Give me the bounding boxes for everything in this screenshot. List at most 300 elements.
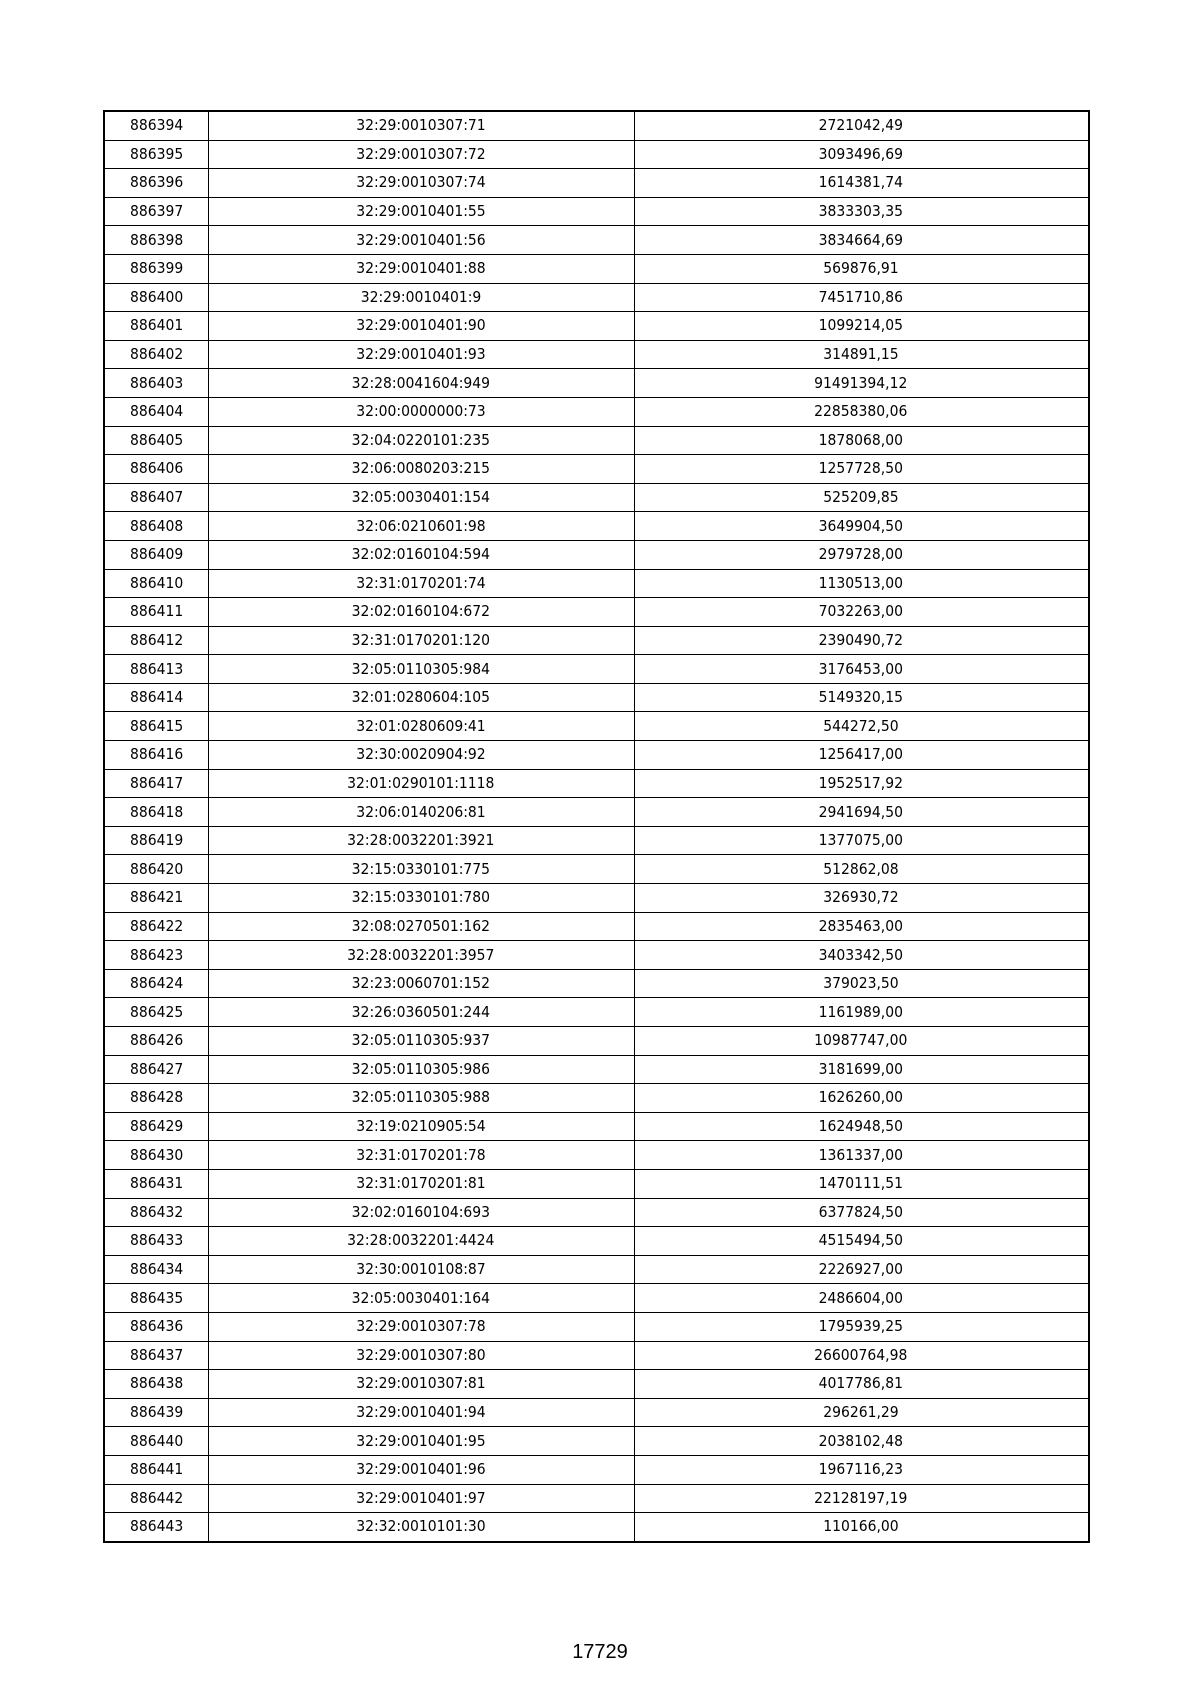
cadastral-number-cell bbox=[208, 1513, 634, 1542]
row-number-cell bbox=[104, 1427, 208, 1456]
row-number-cell bbox=[104, 1198, 208, 1227]
cell-text: 32:26:0360501:244 bbox=[351, 1002, 491, 1021]
cell-text: 32:04:0220101:235 bbox=[351, 430, 491, 449]
table-row bbox=[104, 1084, 1089, 1113]
row-number-cell bbox=[104, 455, 208, 484]
cell-text: 32:31:0170201:74 bbox=[356, 573, 486, 592]
cadastral-value-cell bbox=[634, 683, 1089, 712]
cell-text: 886443 bbox=[129, 1517, 183, 1536]
row-number-cell bbox=[104, 1112, 208, 1141]
cell-text: 886415 bbox=[129, 716, 183, 735]
cell-text: 886438 bbox=[129, 1374, 183, 1393]
cell-text: 32:28:0041604:949 bbox=[351, 373, 491, 392]
cell-text: 4515494,50 bbox=[819, 1231, 904, 1250]
table-row bbox=[104, 169, 1089, 198]
cell-text: 886396 bbox=[129, 173, 183, 192]
cadastral-number-cell bbox=[208, 1455, 634, 1484]
cadastral-number-cell bbox=[208, 855, 634, 884]
cell-text: 886428 bbox=[129, 1088, 183, 1107]
cell-text: 2835463,00 bbox=[819, 916, 904, 935]
cell-text: 32:29:0010307:72 bbox=[356, 144, 486, 163]
cadastral-value-cell bbox=[634, 1112, 1089, 1141]
cadastral-number-cell bbox=[208, 397, 634, 426]
table-row bbox=[104, 1284, 1089, 1313]
cadastral-value-cell bbox=[634, 1455, 1089, 1484]
cell-text: 569876,91 bbox=[823, 259, 899, 278]
cell-text: 32:31:0170201:81 bbox=[356, 1174, 486, 1193]
cell-text: 32:29:0010307:71 bbox=[356, 116, 486, 135]
table-row bbox=[104, 741, 1089, 770]
table-row bbox=[104, 397, 1089, 426]
cell-text: 3403342,50 bbox=[819, 945, 904, 964]
cell-text: 22858380,06 bbox=[814, 402, 908, 421]
cell-text: 886411 bbox=[129, 602, 183, 621]
cell-text: 379023,50 bbox=[823, 974, 899, 993]
row-number-cell bbox=[104, 626, 208, 655]
cell-text: 1967116,23 bbox=[819, 1460, 904, 1479]
cadastral-value-cell bbox=[634, 1341, 1089, 1370]
cell-text: 2979728,00 bbox=[819, 545, 904, 564]
cell-text: 32:02:0160104:594 bbox=[351, 545, 491, 564]
cell-text: 32:29:0010307:74 bbox=[356, 173, 486, 192]
cell-text: 886430 bbox=[129, 1145, 183, 1164]
cadastral-value-table bbox=[103, 110, 1090, 1543]
cell-text: 886423 bbox=[129, 945, 183, 964]
row-number-cell bbox=[104, 397, 208, 426]
cadastral-number-cell bbox=[208, 1484, 634, 1513]
cadastral-number-cell bbox=[208, 1055, 634, 1084]
cell-text: 32:28:0032201:3957 bbox=[347, 945, 495, 964]
cell-text: 886417 bbox=[129, 773, 183, 792]
row-number-cell bbox=[104, 1312, 208, 1341]
table-row bbox=[104, 712, 1089, 741]
cell-text: 32:19:0210905:54 bbox=[356, 1117, 486, 1136]
row-number-cell bbox=[104, 1027, 208, 1056]
cadastral-number-cell bbox=[208, 1027, 634, 1056]
cell-text: 886408 bbox=[129, 516, 183, 535]
cell-text: 886422 bbox=[129, 916, 183, 935]
cell-text: 886436 bbox=[129, 1317, 183, 1336]
cadastral-number-cell bbox=[208, 712, 634, 741]
cell-text: 32:01:0280604:105 bbox=[351, 688, 491, 707]
cell-text: 886440 bbox=[129, 1431, 183, 1450]
cell-text: 1099214,05 bbox=[819, 316, 904, 335]
row-number-cell bbox=[104, 1255, 208, 1284]
cell-text: 1626260,00 bbox=[819, 1088, 904, 1107]
cadastral-number-cell bbox=[208, 1198, 634, 1227]
cell-text: 314891,15 bbox=[823, 345, 899, 364]
cadastral-number-cell bbox=[208, 655, 634, 684]
cell-text: 544272,50 bbox=[823, 716, 899, 735]
cell-text: 886413 bbox=[129, 659, 183, 678]
cell-text: 32:29:0010401:95 bbox=[356, 1431, 486, 1450]
cadastral-value-cell bbox=[634, 912, 1089, 941]
cell-text: 1161989,00 bbox=[819, 1002, 904, 1021]
cadastral-number-cell bbox=[208, 1341, 634, 1370]
cell-text: 32:28:0032201:3921 bbox=[347, 831, 495, 850]
cell-text: 2390490,72 bbox=[819, 630, 904, 649]
cadastral-value-cell bbox=[634, 1255, 1089, 1284]
cell-text: 7451710,86 bbox=[819, 287, 904, 306]
cadastral-value-cell bbox=[634, 340, 1089, 369]
cell-text: 2226927,00 bbox=[819, 1260, 904, 1279]
row-number-cell bbox=[104, 998, 208, 1027]
table-row bbox=[104, 1169, 1089, 1198]
cell-text: 525209,85 bbox=[823, 488, 899, 507]
cadastral-value-cell bbox=[634, 769, 1089, 798]
row-number-cell bbox=[104, 169, 208, 198]
cell-text: 886420 bbox=[129, 859, 183, 878]
row-number-cell bbox=[104, 712, 208, 741]
table-row bbox=[104, 1141, 1089, 1170]
cell-text: 32:06:0210601:98 bbox=[356, 516, 486, 535]
cadastral-value-cell bbox=[634, 1398, 1089, 1427]
row-number-cell bbox=[104, 598, 208, 627]
cell-text: 4017786,81 bbox=[819, 1374, 904, 1393]
cadastral-number-cell bbox=[208, 111, 634, 140]
cadastral-value-cell bbox=[634, 1427, 1089, 1456]
table-row bbox=[104, 969, 1089, 998]
table-row bbox=[104, 1198, 1089, 1227]
cell-text: 3834664,69 bbox=[819, 230, 904, 249]
cell-text: 32:15:0330101:775 bbox=[351, 859, 491, 878]
table-row bbox=[104, 283, 1089, 312]
cadastral-number-cell bbox=[208, 626, 634, 655]
cadastral-number-cell bbox=[208, 769, 634, 798]
cell-text: 886406 bbox=[129, 459, 183, 478]
cadastral-value-cell bbox=[634, 998, 1089, 1027]
cell-text: 3181699,00 bbox=[819, 1059, 904, 1078]
cell-text: 3649904,50 bbox=[819, 516, 904, 535]
table-row bbox=[104, 1312, 1089, 1341]
table-row bbox=[104, 655, 1089, 684]
cadastral-number-cell bbox=[208, 969, 634, 998]
cadastral-number-cell bbox=[208, 483, 634, 512]
cell-text: 7032263,00 bbox=[819, 602, 904, 621]
cadastral-value-cell bbox=[634, 169, 1089, 198]
cadastral-number-cell bbox=[208, 1141, 634, 1170]
cadastral-value-cell bbox=[634, 140, 1089, 169]
cell-text: 26600764,98 bbox=[814, 1345, 908, 1364]
cadastral-number-cell bbox=[208, 169, 634, 198]
cadastral-number-cell bbox=[208, 369, 634, 398]
cadastral-number-cell bbox=[208, 540, 634, 569]
cadastral-value-cell bbox=[634, 426, 1089, 455]
cell-text: 886433 bbox=[129, 1231, 183, 1250]
cell-text: 32:05:0110305:937 bbox=[351, 1031, 491, 1050]
row-number-cell bbox=[104, 1284, 208, 1313]
cadastral-value-cell bbox=[634, 397, 1089, 426]
row-number-cell bbox=[104, 226, 208, 255]
cell-text: 326930,72 bbox=[823, 888, 899, 907]
table-row bbox=[104, 540, 1089, 569]
table-row bbox=[104, 140, 1089, 169]
table-row bbox=[104, 111, 1089, 140]
cadastral-value-cell bbox=[634, 826, 1089, 855]
cell-text: 5149320,15 bbox=[819, 688, 904, 707]
table-row bbox=[104, 226, 1089, 255]
cell-text: 886439 bbox=[129, 1403, 183, 1422]
cadastral-number-cell bbox=[208, 912, 634, 941]
cadastral-value-cell bbox=[634, 626, 1089, 655]
cadastral-value-cell bbox=[634, 941, 1089, 970]
cadastral-number-cell bbox=[208, 312, 634, 341]
cell-text: 1377075,00 bbox=[819, 831, 904, 850]
row-number-cell bbox=[104, 655, 208, 684]
row-number-cell bbox=[104, 683, 208, 712]
table-row bbox=[104, 798, 1089, 827]
table-row bbox=[104, 769, 1089, 798]
table-row bbox=[104, 598, 1089, 627]
cell-text: 886437 bbox=[129, 1345, 183, 1364]
cadastral-value-cell bbox=[634, 1227, 1089, 1256]
cell-text: 886442 bbox=[129, 1488, 183, 1507]
cadastral-number-cell bbox=[208, 226, 634, 255]
cell-text: 32:32:0010101:30 bbox=[356, 1517, 486, 1536]
cell-text: 886429 bbox=[129, 1117, 183, 1136]
table-row bbox=[104, 912, 1089, 941]
cell-text: 32:08:0270501:162 bbox=[351, 916, 491, 935]
cell-text: 886403 bbox=[129, 373, 183, 392]
cell-text: 32:29:0010401:9 bbox=[360, 287, 482, 306]
cadastral-number-cell bbox=[208, 1112, 634, 1141]
table-body bbox=[104, 111, 1089, 1542]
cadastral-value-cell bbox=[634, 483, 1089, 512]
cell-text: 886400 bbox=[129, 287, 183, 306]
cadastral-number-cell bbox=[208, 998, 634, 1027]
row-number-cell bbox=[104, 111, 208, 140]
table-row bbox=[104, 455, 1089, 484]
row-number-cell bbox=[104, 426, 208, 455]
cadastral-value-cell bbox=[634, 1284, 1089, 1313]
cell-text: 886421 bbox=[129, 888, 183, 907]
cell-text: 886398 bbox=[129, 230, 183, 249]
cell-text: 32:31:0170201:78 bbox=[356, 1145, 486, 1164]
cell-text: 2038102,48 bbox=[819, 1431, 904, 1450]
cadastral-number-cell bbox=[208, 941, 634, 970]
cell-text: 886405 bbox=[129, 430, 183, 449]
cadastral-number-cell bbox=[208, 1284, 634, 1313]
cell-text: 1624948,50 bbox=[819, 1117, 904, 1136]
table-row bbox=[104, 941, 1089, 970]
cadastral-value-cell bbox=[634, 741, 1089, 770]
cadastral-number-cell bbox=[208, 1427, 634, 1456]
cell-text: 886435 bbox=[129, 1288, 183, 1307]
cadastral-value-cell bbox=[634, 1312, 1089, 1341]
cadastral-number-cell bbox=[208, 569, 634, 598]
cell-text: 886425 bbox=[129, 1002, 183, 1021]
cadastral-number-cell bbox=[208, 197, 634, 226]
cell-text: 32:29:0010307:78 bbox=[356, 1317, 486, 1336]
cell-text: 1878068,00 bbox=[819, 430, 904, 449]
row-number-cell bbox=[104, 254, 208, 283]
row-number-cell bbox=[104, 1169, 208, 1198]
cadastral-value-cell bbox=[634, 1513, 1089, 1542]
cell-text: 3176453,00 bbox=[819, 659, 904, 678]
cell-text: 886395 bbox=[129, 144, 183, 163]
table-row bbox=[104, 998, 1089, 1027]
cell-text: 32:31:0170201:120 bbox=[351, 630, 491, 649]
cadastral-value-cell bbox=[634, 969, 1089, 998]
row-number-cell bbox=[104, 340, 208, 369]
cadastral-number-cell bbox=[208, 254, 634, 283]
cadastral-value-cell bbox=[634, 254, 1089, 283]
cell-text: 32:02:0160104:672 bbox=[351, 602, 491, 621]
cell-text: 1952517,92 bbox=[819, 773, 904, 792]
cadastral-number-cell bbox=[208, 1169, 634, 1198]
cell-text: 886401 bbox=[129, 316, 183, 335]
cadastral-value-cell bbox=[634, 1484, 1089, 1513]
cell-text: 10987747,00 bbox=[814, 1031, 908, 1050]
row-number-cell bbox=[104, 569, 208, 598]
row-number-cell bbox=[104, 826, 208, 855]
row-number-cell bbox=[104, 855, 208, 884]
cadastral-value-cell bbox=[634, 1370, 1089, 1399]
cell-text: 32:29:0010401:97 bbox=[356, 1488, 486, 1507]
cadastral-value-cell bbox=[634, 540, 1089, 569]
cell-text: 3833303,35 bbox=[819, 202, 904, 221]
row-number-cell bbox=[104, 769, 208, 798]
row-number-cell bbox=[104, 512, 208, 541]
cell-text: 32:29:0010401:90 bbox=[356, 316, 486, 335]
cell-text: 32:29:0010401:94 bbox=[356, 1403, 486, 1422]
table-row bbox=[104, 1255, 1089, 1284]
cadastral-number-cell bbox=[208, 283, 634, 312]
row-number-cell bbox=[104, 540, 208, 569]
cadastral-number-cell bbox=[208, 1227, 634, 1256]
table-row bbox=[104, 884, 1089, 913]
table-row bbox=[104, 569, 1089, 598]
cell-text: 1795939,25 bbox=[819, 1317, 904, 1336]
row-number-cell bbox=[104, 1455, 208, 1484]
cell-text: 3093496,69 bbox=[819, 144, 904, 163]
cell-text: 2486604,00 bbox=[819, 1288, 904, 1307]
row-number-cell bbox=[104, 1398, 208, 1427]
cadastral-number-cell bbox=[208, 1084, 634, 1113]
row-number-cell bbox=[104, 1484, 208, 1513]
cadastral-value-cell bbox=[634, 1084, 1089, 1113]
table-row bbox=[104, 197, 1089, 226]
cell-text: 886402 bbox=[129, 345, 183, 364]
table-row bbox=[104, 1513, 1089, 1542]
table-row bbox=[104, 512, 1089, 541]
cell-text: 886434 bbox=[129, 1260, 183, 1279]
cell-text: 886410 bbox=[129, 573, 183, 592]
cell-text: 32:15:0330101:780 bbox=[351, 888, 491, 907]
cadastral-value-cell bbox=[634, 1141, 1089, 1170]
table-row bbox=[104, 626, 1089, 655]
cell-text: 886419 bbox=[129, 831, 183, 850]
cadastral-value-cell bbox=[634, 283, 1089, 312]
cell-text: 32:28:0032201:4424 bbox=[347, 1231, 495, 1250]
row-number-cell bbox=[104, 1141, 208, 1170]
cell-text: 886409 bbox=[129, 545, 183, 564]
table-row bbox=[104, 340, 1089, 369]
cell-text: 886431 bbox=[129, 1174, 183, 1193]
cadastral-value-cell bbox=[634, 111, 1089, 140]
cadastral-value-cell bbox=[634, 197, 1089, 226]
cadastral-number-cell bbox=[208, 1312, 634, 1341]
row-number-cell bbox=[104, 884, 208, 913]
cell-text: 32:30:0010108:87 bbox=[356, 1260, 486, 1279]
cell-text: 32:29:0010401:56 bbox=[356, 230, 486, 249]
cell-text: 886424 bbox=[129, 974, 183, 993]
row-number-cell bbox=[104, 1370, 208, 1399]
cadastral-number-cell bbox=[208, 455, 634, 484]
table-row bbox=[104, 483, 1089, 512]
table-row bbox=[104, 1455, 1089, 1484]
cell-text: 32:23:0060701:152 bbox=[351, 974, 491, 993]
cell-text: 1256417,00 bbox=[819, 745, 904, 764]
table-row bbox=[104, 1370, 1089, 1399]
cell-text: 6377824,50 bbox=[819, 1202, 904, 1221]
row-number-cell bbox=[104, 1084, 208, 1113]
cadastral-number-cell bbox=[208, 826, 634, 855]
cell-text: 22128197,19 bbox=[814, 1488, 908, 1507]
cadastral-number-cell bbox=[208, 512, 634, 541]
cadastral-number-cell bbox=[208, 884, 634, 913]
cell-text: 1614381,74 bbox=[819, 173, 904, 192]
cadastral-number-cell bbox=[208, 598, 634, 627]
cadastral-value-cell bbox=[634, 512, 1089, 541]
cell-text: 32:05:0030401:164 bbox=[351, 1288, 491, 1307]
row-number-cell bbox=[104, 140, 208, 169]
cell-text: 886427 bbox=[129, 1059, 183, 1078]
cadastral-value-cell bbox=[634, 226, 1089, 255]
cell-text: 886432 bbox=[129, 1202, 183, 1221]
row-number-cell bbox=[104, 1513, 208, 1542]
cell-text: 110166,00 bbox=[823, 1517, 899, 1536]
row-number-cell bbox=[104, 1227, 208, 1256]
table-row bbox=[104, 826, 1089, 855]
table-row bbox=[104, 254, 1089, 283]
cell-text: 32:29:0010401:96 bbox=[356, 1460, 486, 1479]
cell-text: 886394 bbox=[129, 116, 183, 135]
table-row bbox=[104, 1227, 1089, 1256]
cell-text: 32:00:0000000:73 bbox=[356, 402, 486, 421]
cell-text: 32:29:0010401:93 bbox=[356, 345, 486, 364]
table-row bbox=[104, 312, 1089, 341]
row-number-cell bbox=[104, 941, 208, 970]
cell-text: 32:29:0010401:88 bbox=[356, 259, 486, 278]
row-number-cell bbox=[104, 197, 208, 226]
cell-text: 32:01:0280609:41 bbox=[356, 716, 486, 735]
cell-text: 886416 bbox=[129, 745, 183, 764]
cell-text: 886412 bbox=[129, 630, 183, 649]
cell-text: 32:05:0030401:154 bbox=[351, 488, 491, 507]
cell-text: 32:29:0010307:80 bbox=[356, 1345, 486, 1364]
table-row bbox=[104, 1341, 1089, 1370]
table-row bbox=[104, 1427, 1089, 1456]
cadastral-number-cell bbox=[208, 426, 634, 455]
cadastral-value-cell bbox=[634, 655, 1089, 684]
row-number-cell bbox=[104, 969, 208, 998]
table-row bbox=[104, 1027, 1089, 1056]
cell-text: 886407 bbox=[129, 488, 183, 507]
table-row bbox=[104, 1112, 1089, 1141]
cadastral-number-cell bbox=[208, 683, 634, 712]
cell-text: 512862,08 bbox=[823, 859, 899, 878]
cell-text: 32:06:0140206:81 bbox=[356, 802, 486, 821]
page-number: 17729 bbox=[572, 1641, 628, 1663]
cadastral-number-cell bbox=[208, 1255, 634, 1284]
cell-text: 2721042,49 bbox=[819, 116, 904, 135]
cell-text: 32:05:0110305:988 bbox=[351, 1088, 491, 1107]
cadastral-number-cell bbox=[208, 741, 634, 770]
row-number-cell bbox=[104, 1055, 208, 1084]
cell-text: 886397 bbox=[129, 202, 183, 221]
table-row bbox=[104, 1055, 1089, 1084]
